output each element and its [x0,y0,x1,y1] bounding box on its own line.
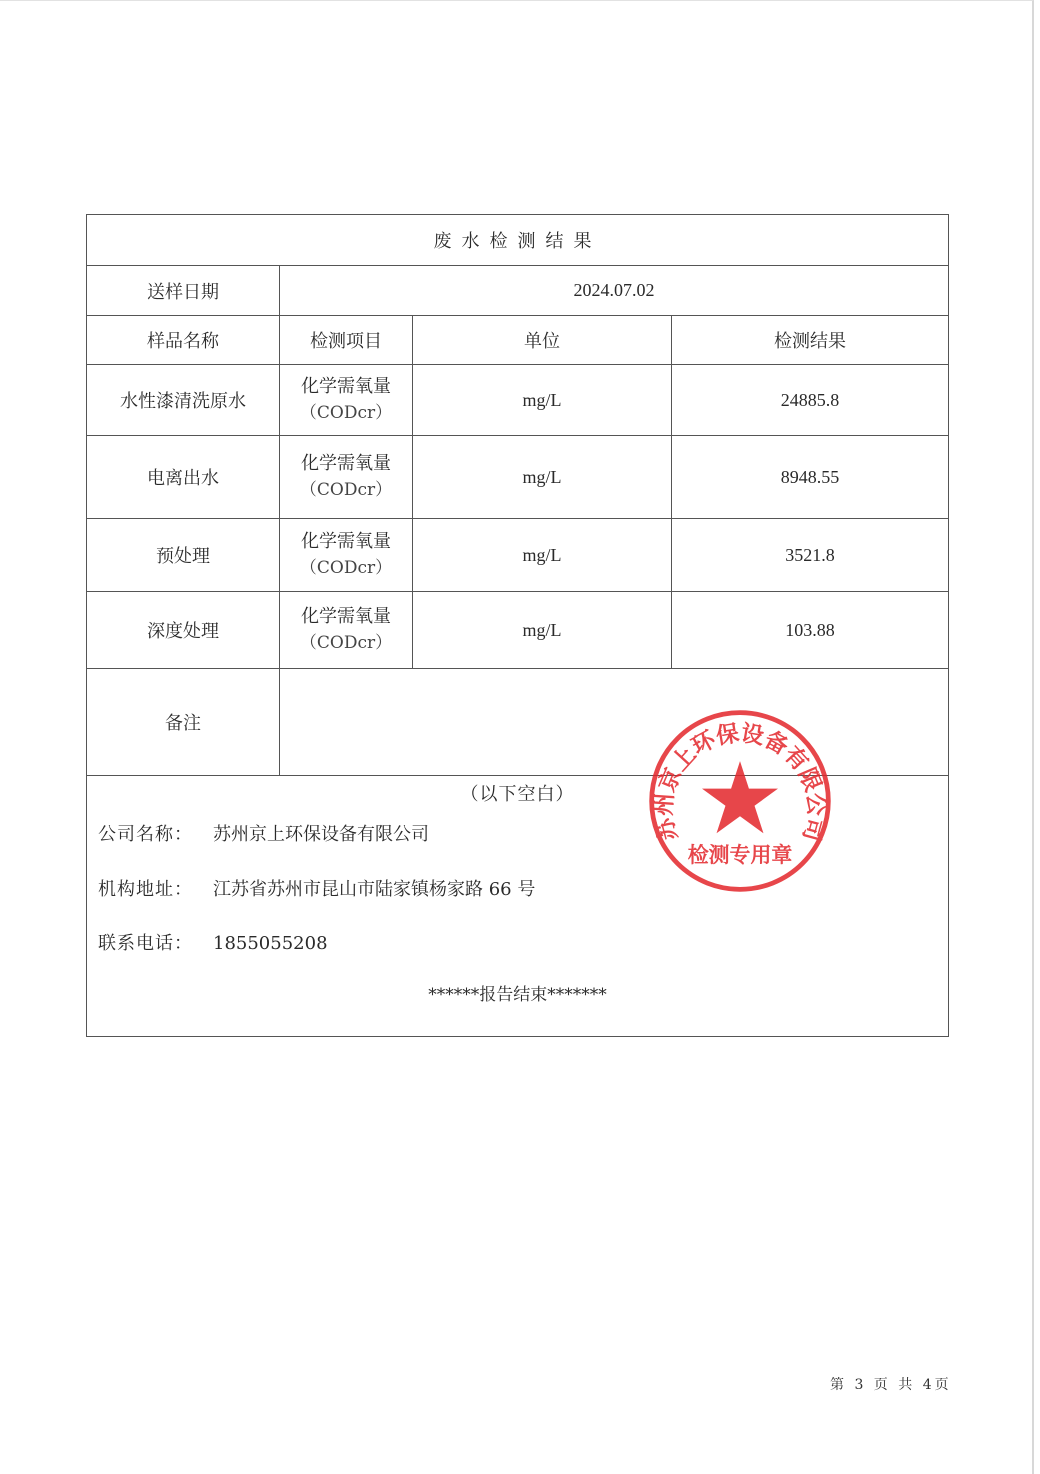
test-item-name: 化学需氧量 [301,606,391,627]
date-value: 2024.07.02 [280,266,949,316]
result-value: 3521.8 [672,519,949,592]
test-item-code: （CODcr） [299,403,393,423]
header-unit: 单位 [413,316,672,365]
table-title: 废水检测结果 [87,215,949,266]
header-sample: 样品名称 [87,316,280,365]
table-row [87,519,949,592]
test-item [280,436,413,519]
company-seal-stamp [645,706,835,896]
test-item-name: 化学需氧量 [301,531,391,552]
page-number: 第 3 页 共 4页 [830,1377,952,1393]
table-row [87,365,949,436]
test-item-name: 化学需氧量 [301,453,391,474]
phone-value: 1855055208 [213,933,328,954]
company-line [98,820,429,846]
table-row [87,436,949,519]
unit-value: mg/L [413,592,672,669]
sample-name: 深度处理 [87,592,280,669]
report-end: ******报告结束******* [428,985,607,1005]
header-result: 检测结果 [672,316,949,365]
address-value: 江苏省苏州市昆山市陆家镇杨家路 66 号 [213,879,536,900]
unit-value: mg/L [413,365,672,436]
stamp-outer-text-path: 苏州京上环保设备有限公司 [651,720,829,844]
test-item-code: （CODcr） [299,558,393,578]
address-label: 机构地址： [98,879,193,900]
sample-name: 水性漆清洗原水 [87,365,280,436]
test-item-code: （CODcr） [299,480,393,500]
note-label: 备注 [87,669,280,776]
result-value: 24885.8 [672,365,949,436]
unit-value: mg/L [413,436,672,519]
header-item: 检测项目 [280,316,413,365]
phone-line [98,929,328,955]
table-row [87,592,949,669]
test-results-table [86,214,949,1037]
result-value: 103.88 [672,592,949,669]
company-value: 苏州京上环保设备有限公司 [213,824,429,845]
test-item [280,365,413,436]
phone-label: 联系电话： [98,933,193,954]
test-item [280,592,413,669]
test-item-code: （CODcr） [299,633,393,653]
star-icon [702,761,778,833]
address-line [98,875,535,901]
note-value [280,669,949,776]
blank-note: （以下空白） [460,784,575,805]
sample-name: 电离出水 [87,436,280,519]
sample-name: 预处理 [87,519,280,592]
result-value: 8948.55 [672,436,949,519]
test-item [280,519,413,592]
date-label: 送样日期 [87,266,280,316]
test-item-name: 化学需氧量 [301,376,391,397]
company-label: 公司名称： [98,824,193,845]
stamp-inner-text: 检测专用章 [687,842,793,867]
unit-value: mg/L [413,519,672,592]
